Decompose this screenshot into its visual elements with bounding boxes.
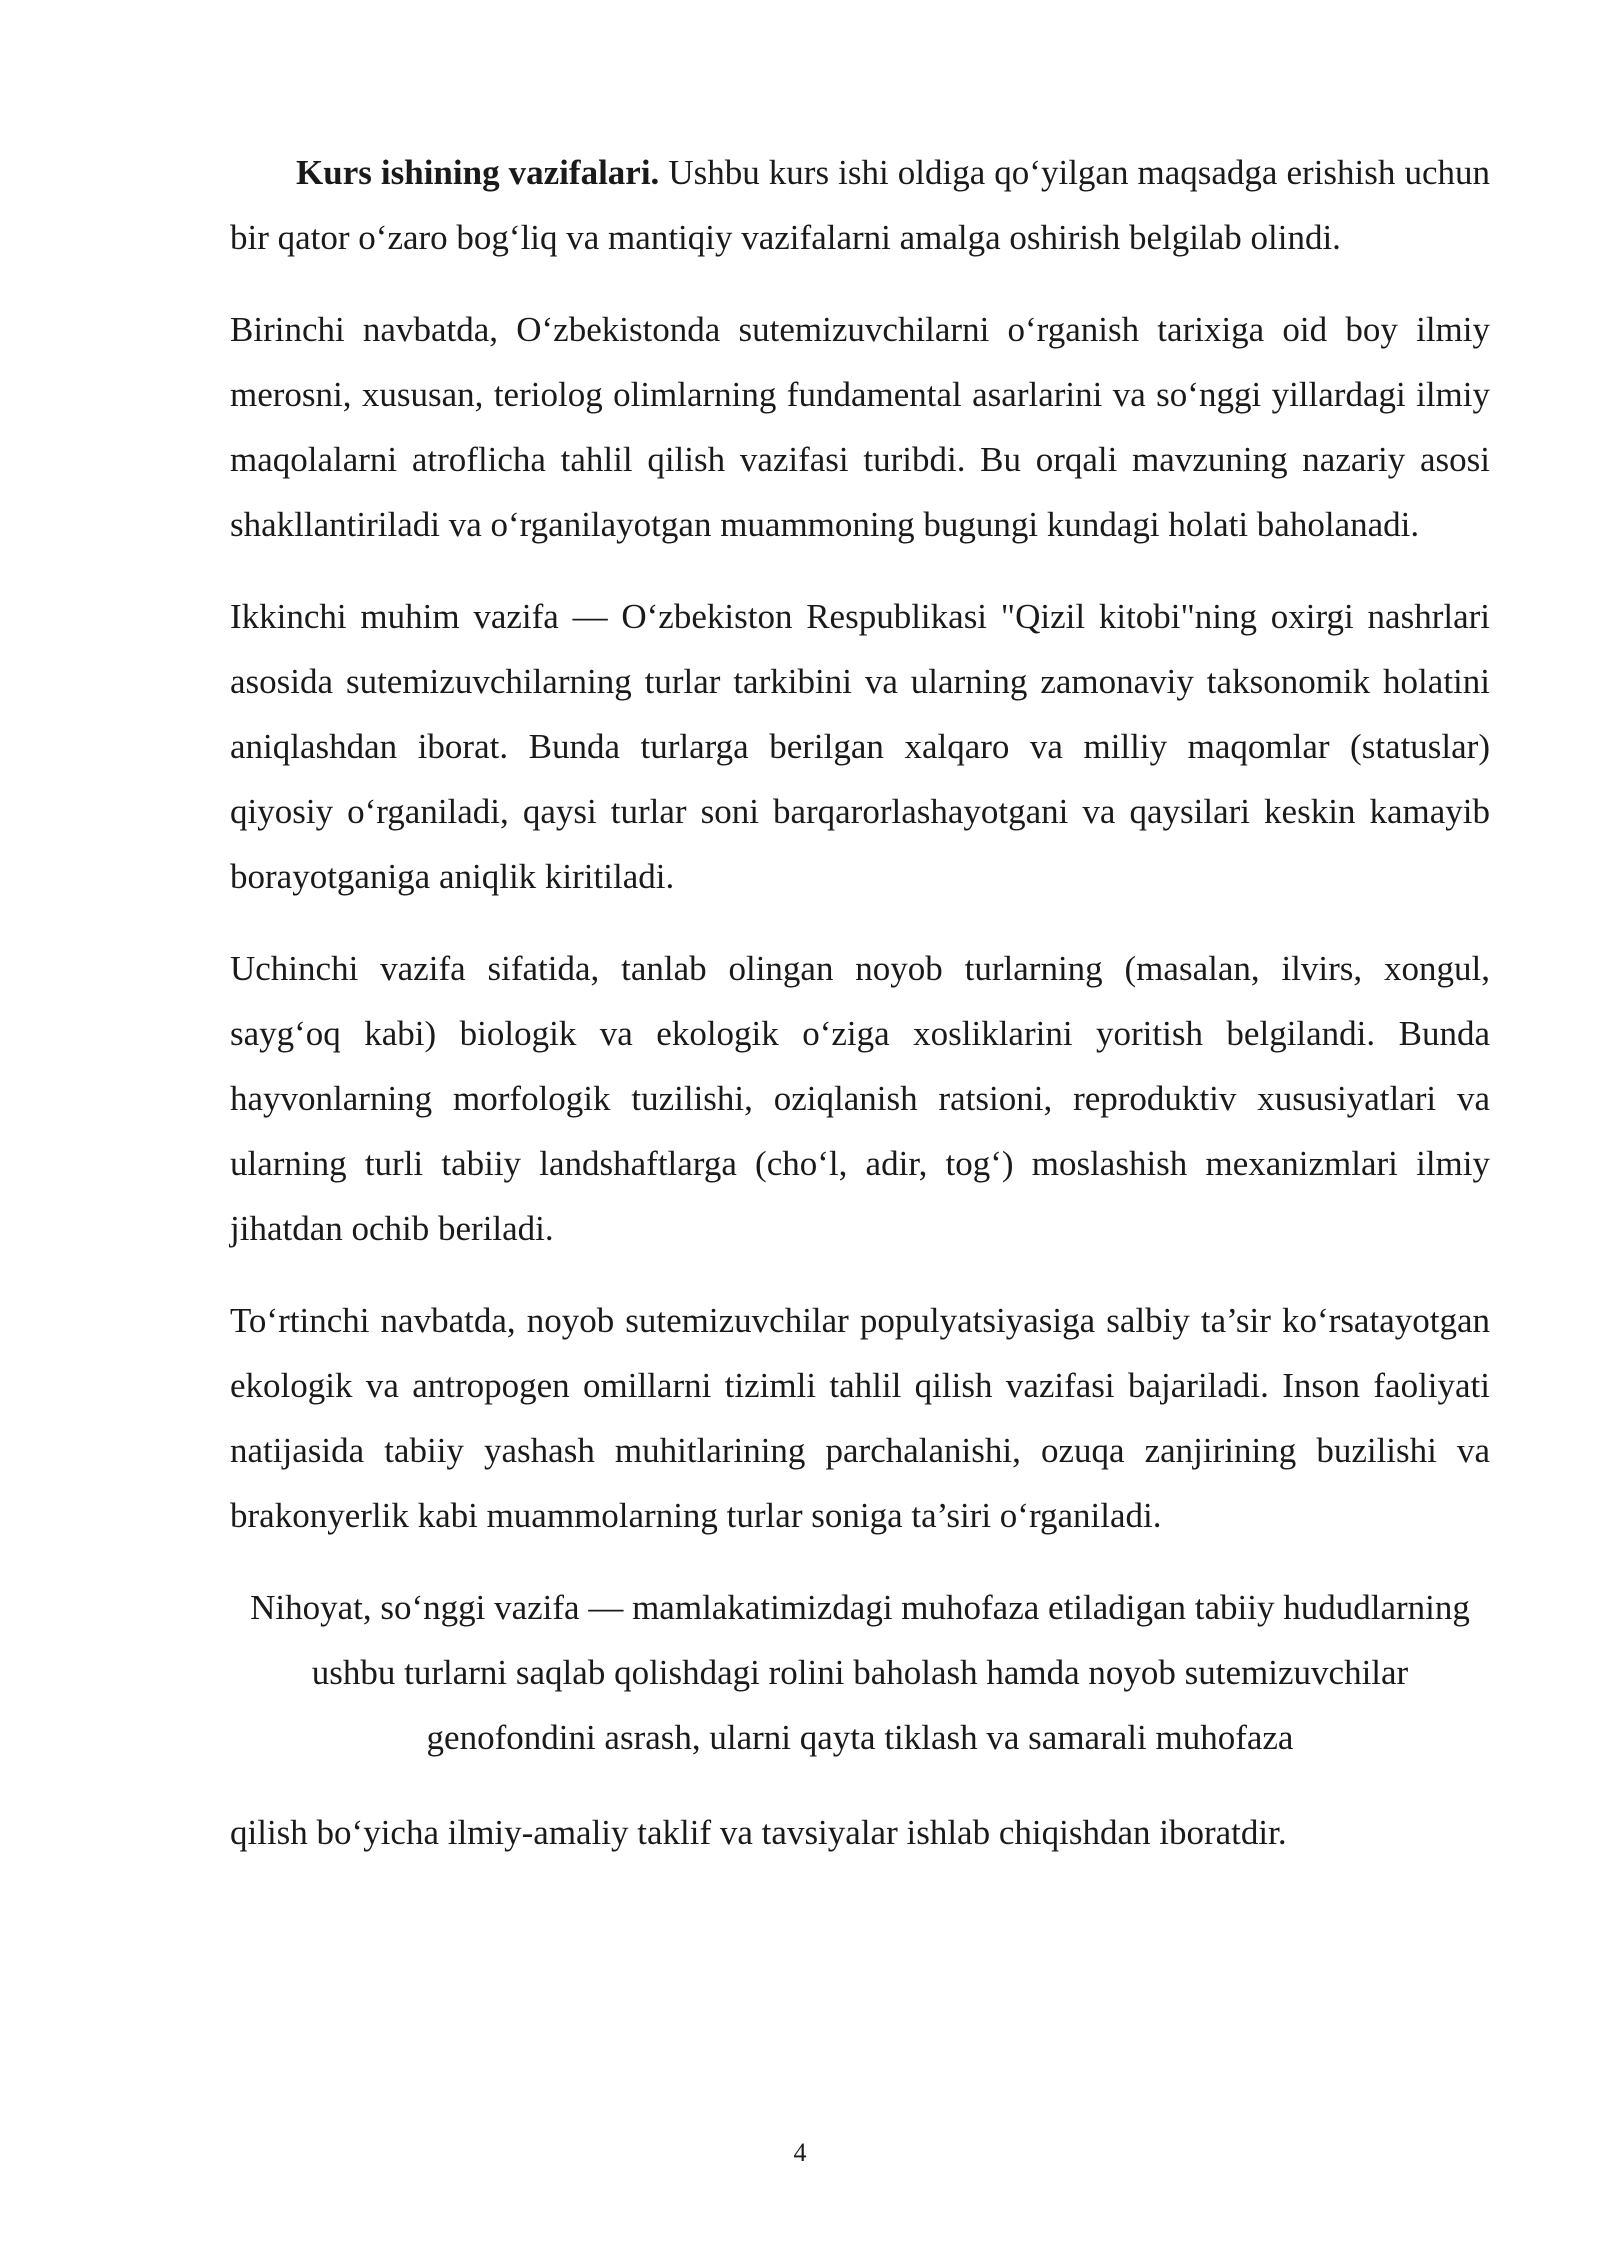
document-page — [230, 140, 1490, 1865]
intro-text: Ushbu kurs ishi oldiga qo‘yilgan maqsadga erishish uchun bir qator o‘zaro bog‘liq va mantiqiy vazifalarni amalga oshirish belgilab olindi. — [230, 153, 1490, 257]
paragraph-second-task: Ikkinchi muhim vazifa — O‘zbekiston Respublikasi "Qizil kitobi"ning oxirgi nashrlari asosida sutemizuvchilarning turlar tarkibini va ularning zamonaviy taksonomik holatini aniqlashdan iborat. Bunda turlarga berilgan xalqaro va milliy maqomlar (statuslar) qiyosiy o‘rganiladi, qaysi turlar soni barqarorlashayotgani va qaysilari keskin kamayib borayotganiga aniqlik kiritiladi. — [230, 597, 1490, 896]
paragraph-final-task: Nihoyat, so‘nggi vazifa — mamlakatimizdagi muhofaza etiladigan tabiiy hududlarning ushbu turlarni saqlab qolishdagi rolini baholash hamda noyob sutemizuvchilar genofondini asrash, ularni qayta tiklash va samarali muhofaza — [250, 1588, 1470, 1757]
paragraph-third-task: Uchinchi vazifa sifatida, tanlab olingan noyob turlarning (masalan, ilvirs, xongul, sayg‘oq kabi) biologik va ekologik o‘ziga xosliklarini yoritish belgilandi. Bunda hayvonlarning morfologik tuzilishi, oziqlanish ratsioni, reproduktiv xususiyatlari va ularning turli tabiiy landshaftlarga (cho‘l, adir, tog‘) moslashish mexanizmlari ilmiy jihatdan ochib beriladi. — [230, 949, 1490, 1248]
section-heading: Kurs ishining vazifalari. — [296, 153, 660, 192]
paragraph-fourth-task: To‘rtinchi navbatda, noyob sutemizuvchilar populyatsiyasiga salbiy ta’sir ko‘rsatayotgan ekologik va antropogen omillarni tizimli tahlil qilish vazifasi bajariladi. Inson faoliyati natijasida tabiiy yashash muhitlarining parchalanishi, ozuqa zanjirining buzilishi va brakonyerlik kabi muammolarning turlar soniga ta’siri o‘rganiladi. — [230, 1301, 1490, 1535]
page-number: 4 — [793, 2138, 807, 2167]
paragraph-final-tail: qilish bo‘yicha ilmiy-amaliy taklif va tavsiyalar ishlab chiqishdan iboratdir. — [230, 1813, 1287, 1852]
intro-paragraph — [230, 140, 1490, 270]
paragraph-first-task: Birinchi navbatda, O‘zbekistonda sutemizuvchilarni o‘rganish tarixiga oid boy ilmiy merosni, xususan, teriolog olimlarning fundamental asarlarini va so‘nggi yillardagi ilmiy maqolalarni atroflicha tahlil qilish vazifasi turibdi. Bu orqali mavzuning nazariy asosi shakllantiriladi va o‘rganilayotgan muammoning bugungi kundagi holati baholanadi. — [230, 310, 1490, 544]
